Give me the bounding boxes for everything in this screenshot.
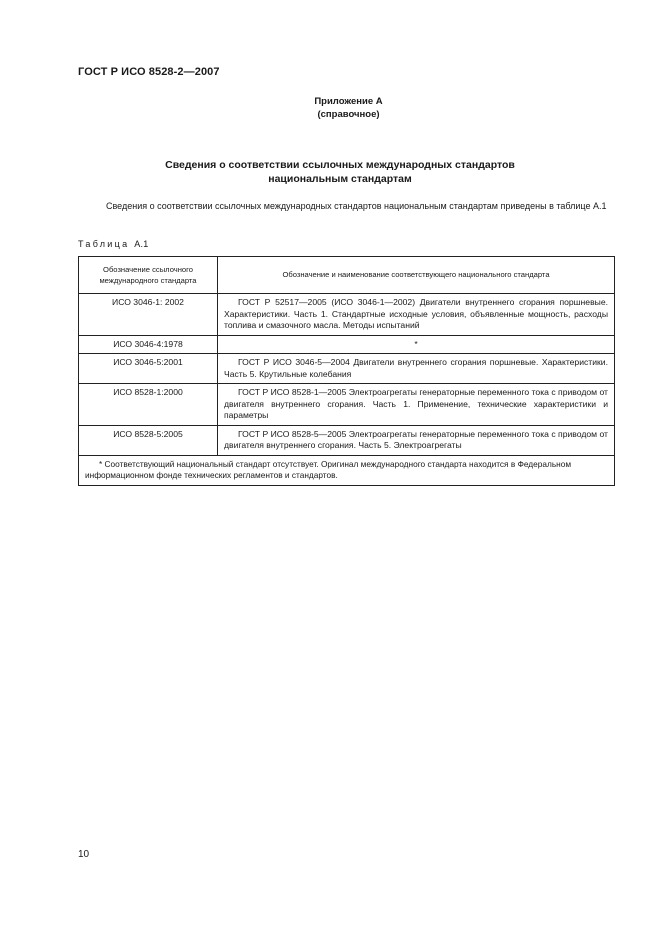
table-caption: [78, 239, 149, 249]
national-standard-description: ГОСТ Р ИСО 3046-5—2004 Двигатели внутреннего сгорания поршневые. Характеристики. Часть 5. Крутильные колебания: [218, 354, 615, 384]
national-standard-description: ГОСТ Р 52517—2005 (ИСО 3046-1—2002) Двигатели внутреннего сгорания поршневые. Характеристики. Часть 1. Стандартные исходные условия, объявленные мощность, расходы топлива и смазочного масла. Методы испытаний: [218, 294, 615, 336]
appendix-note: (справочное): [317, 109, 380, 120]
table-row: [79, 384, 615, 426]
section-title: [140, 158, 540, 186]
page-header-standard-code: ГОСТ Р ИСО 8528-2—2007: [78, 66, 220, 78]
header-international-standard: Обозначение ссылочного международного стандарта: [79, 257, 218, 294]
table-caption-word: Таблица: [78, 239, 130, 249]
international-standard-code: ИСО 3046-1: 2002: [79, 294, 218, 336]
standards-correspondence-table: [78, 256, 615, 486]
international-standard-code: ИСО 8528-1:2000: [79, 384, 218, 426]
international-standard-code: ИСО 3046-5:2001: [79, 354, 218, 384]
table-caption-number: А.1: [134, 239, 149, 249]
intro-paragraph: Сведения о соответствии ссылочных международных стандартов национальным стандартам приведены в таблице А.1: [106, 201, 607, 211]
page-number: 10: [78, 849, 90, 860]
header-national-standard: Обозначение и наименование соответствующего национального стандарта: [218, 257, 615, 294]
national-standard-footnote-marker: *: [218, 335, 615, 354]
table-row: [79, 354, 615, 384]
appendix-label: Приложение А: [314, 96, 383, 107]
national-standard-description: ГОСТ Р ИСО 8528-5—2005 Электроагрегаты генераторные переменного тока с приводом от двигателя внутреннего сгорания. Часть 5. Электроагрегаты: [218, 425, 615, 455]
section-title-line-2: национальным стандартам: [268, 173, 412, 185]
international-standard-code: ИСО 8528-5:2005: [79, 425, 218, 455]
table-footnote: * Соответствующий национальный стандарт отсутствует. Оригинал международного стандарта находится в Федеральном информационном фонде технических регламентов и стандартов.: [79, 455, 615, 485]
international-standard-code: ИСО 3046-4:1978: [79, 335, 218, 354]
table-row: [79, 425, 615, 455]
appendix-heading: [0, 95, 661, 121]
national-standard-description: ГОСТ Р ИСО 8528-1—2005 Электроагрегаты генераторные переменного тока с приводом от двигателя внутреннего сгорания. Часть 1. Применение, технические характеристики и параметры: [218, 384, 615, 426]
table-row: [79, 294, 615, 336]
section-title-line-1: Сведения о соответствии ссылочных международных стандартов: [165, 159, 515, 171]
table-header-row: [79, 257, 615, 294]
table-row: [79, 335, 615, 354]
table-footnote-row: [79, 455, 615, 485]
